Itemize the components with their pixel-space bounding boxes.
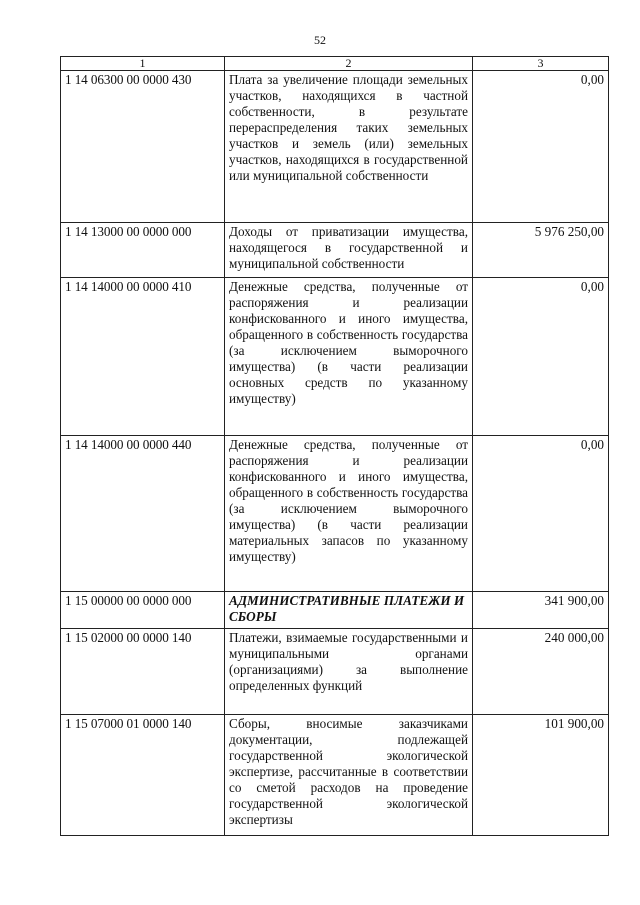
page-number: 52	[314, 33, 326, 47]
amount: 5 976 250,00	[473, 223, 609, 278]
revenue-description: Платежи, взимаемые государственными и муниципальными органами (организациями) за выполнение определенных функций	[225, 629, 473, 715]
amount: 240 000,00	[473, 629, 609, 715]
column-header-3: 3	[473, 57, 609, 71]
amount: 341 900,00	[473, 592, 609, 629]
table-row	[61, 592, 609, 629]
table-header-row	[61, 57, 609, 71]
table-row	[61, 436, 609, 592]
budget-code: 1 14 14000 00 0000 410	[61, 278, 225, 436]
budget-code: 1 14 13000 00 0000 000	[61, 223, 225, 278]
table-row	[61, 715, 609, 836]
table-row	[61, 223, 609, 278]
amount: 0,00	[473, 71, 609, 223]
column-header-1: 1	[61, 57, 225, 71]
revenue-description: Сборы, вносимые заказчиками документации, подлежащей государственной экологической экспертизе, рассчитанные в соответствии со сметой расходов на проведение государственной экологической экспертизы	[225, 715, 473, 836]
revenue-description: Денежные средства, полученные от распоряжения и реализации конфискованного и иного имущества, обращенного в собственность государства (за исключением выморочного имущества) (в части реализации основных средств по указанному имуществу)	[225, 278, 473, 436]
column-header-2: 2	[225, 57, 473, 71]
table-row	[61, 278, 609, 436]
revenue-description: Денежные средства, полученные от распоряжения и реализации конфискованного и иного имущества, обращенного в собственность государства (за исключением выморочного имущества) (в части реализации материальных запасов по указанному имуществу)	[225, 436, 473, 592]
amount: 101 900,00	[473, 715, 609, 836]
budget-code: 1 14 14000 00 0000 440	[61, 436, 225, 592]
revenue-description: Плата за увеличение площади земельных участков, находящихся в частной собственности, в результате перераспределения таких земельных участков и земель (или) земельных участков, находящихся в государственной или муниципальной собственности	[225, 71, 473, 223]
budget-code: 1 15 07000 01 0000 140	[61, 715, 225, 836]
revenue-description: Доходы от приватизации имущества, находящегося в государственной и муниципальной собственности	[225, 223, 473, 278]
revenue-description: АДМИНИСТРАТИВНЫЕ ПЛАТЕЖИ И СБОРЫ	[225, 592, 473, 629]
amount: 0,00	[473, 278, 609, 436]
budget-code: 1 15 02000 00 0000 140	[61, 629, 225, 715]
table-row	[61, 71, 609, 223]
table-row	[61, 629, 609, 715]
amount: 0,00	[473, 436, 609, 592]
budget-code: 1 15 00000 00 0000 000	[61, 592, 225, 629]
budget-code: 1 14 06300 00 0000 430	[61, 71, 225, 223]
revenue-table	[60, 56, 609, 836]
